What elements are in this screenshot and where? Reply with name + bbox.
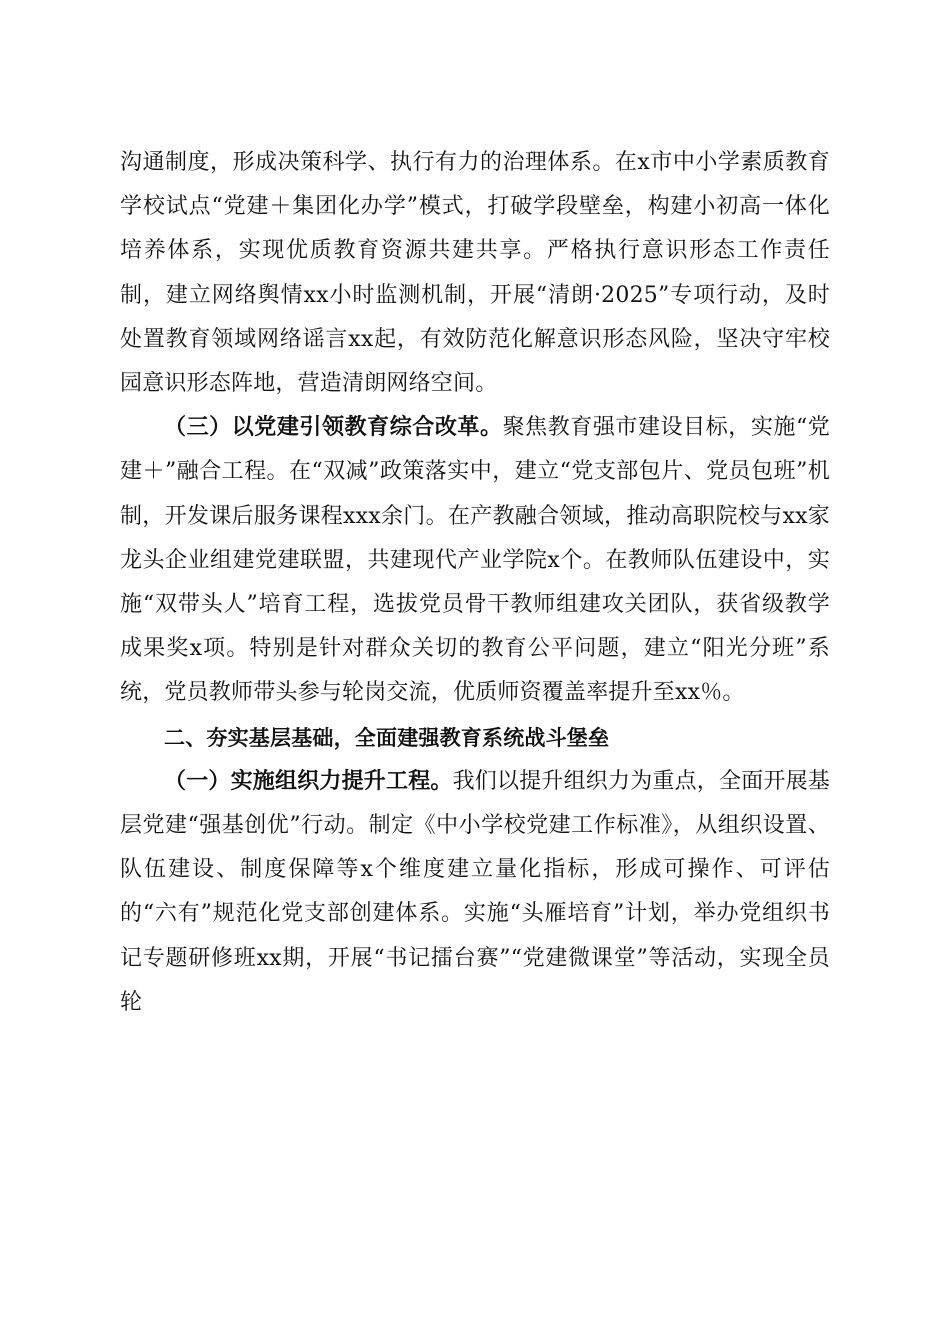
paragraph-section-3	[120, 406, 830, 715]
section-3-lead: （三）以党建引领教育综合改革。	[164, 415, 503, 441]
paragraph-section-2-1	[120, 760, 830, 1025]
section-2-1-body: 我们以提升组织力为重点，全面开展基层党建“强基创优”行动。制定《中小学校党建工作标准》，从组织设置、队伍建设、制度保障等x个维度建立量化指标，形成可操作、可评估的“六有”规范化党支部创建体系。实施“头雁培育”计划，举办党组织书记专题研修班xx期，开展“书记擂台赛”“党建微课堂”等活动，实现全员轮	[120, 768, 831, 1015]
heading-section-2: 二、夯实基层基础，全面建强教育系统战斗堡垒	[164, 725, 610, 750]
document-body	[120, 141, 830, 1025]
section-2-1-lead: （一）实施组织力提升工程。	[164, 768, 453, 794]
paragraph-continuation: 沟通制度，形成决策科学、执行有力的治理体系。在x市中小学素质教育学校试点“党建＋集团化办学”模式，打破学段壁垒，构建小初高一体化培养体系，实现优质教育资源共建共享。严格执行意识形态工作责任制，建立网络舆情xx小时监测机制，开展“清朗·2025”专项行动，及时处置教育领域网络谣言xx起，有效防范化解意识形态风险，坚决守牢校园意识形态阵地，营造清朗网络空间。	[120, 150, 830, 397]
section-3-body: 聚焦教育强市建设目标，实施“党建＋”融合工程。在“双减”政策落实中，建立“党支部包片、党员包班”机制，开发课后服务课程xxx余门。在产教融合领域，推动高职院校与xx家龙头企业组建党建联盟，共建现代产业学院x个。在教师队伍建设中，实施“双带头人”培育工程，选拔党员骨干教师组建攻关团队，获省级教学成果奖x项。特别是针对群众关切的教育公平问题，建立“阳光分班”系统，党员教师带头参与轮岗交流，优质师资覆盖率提升至xx％。	[120, 415, 830, 706]
